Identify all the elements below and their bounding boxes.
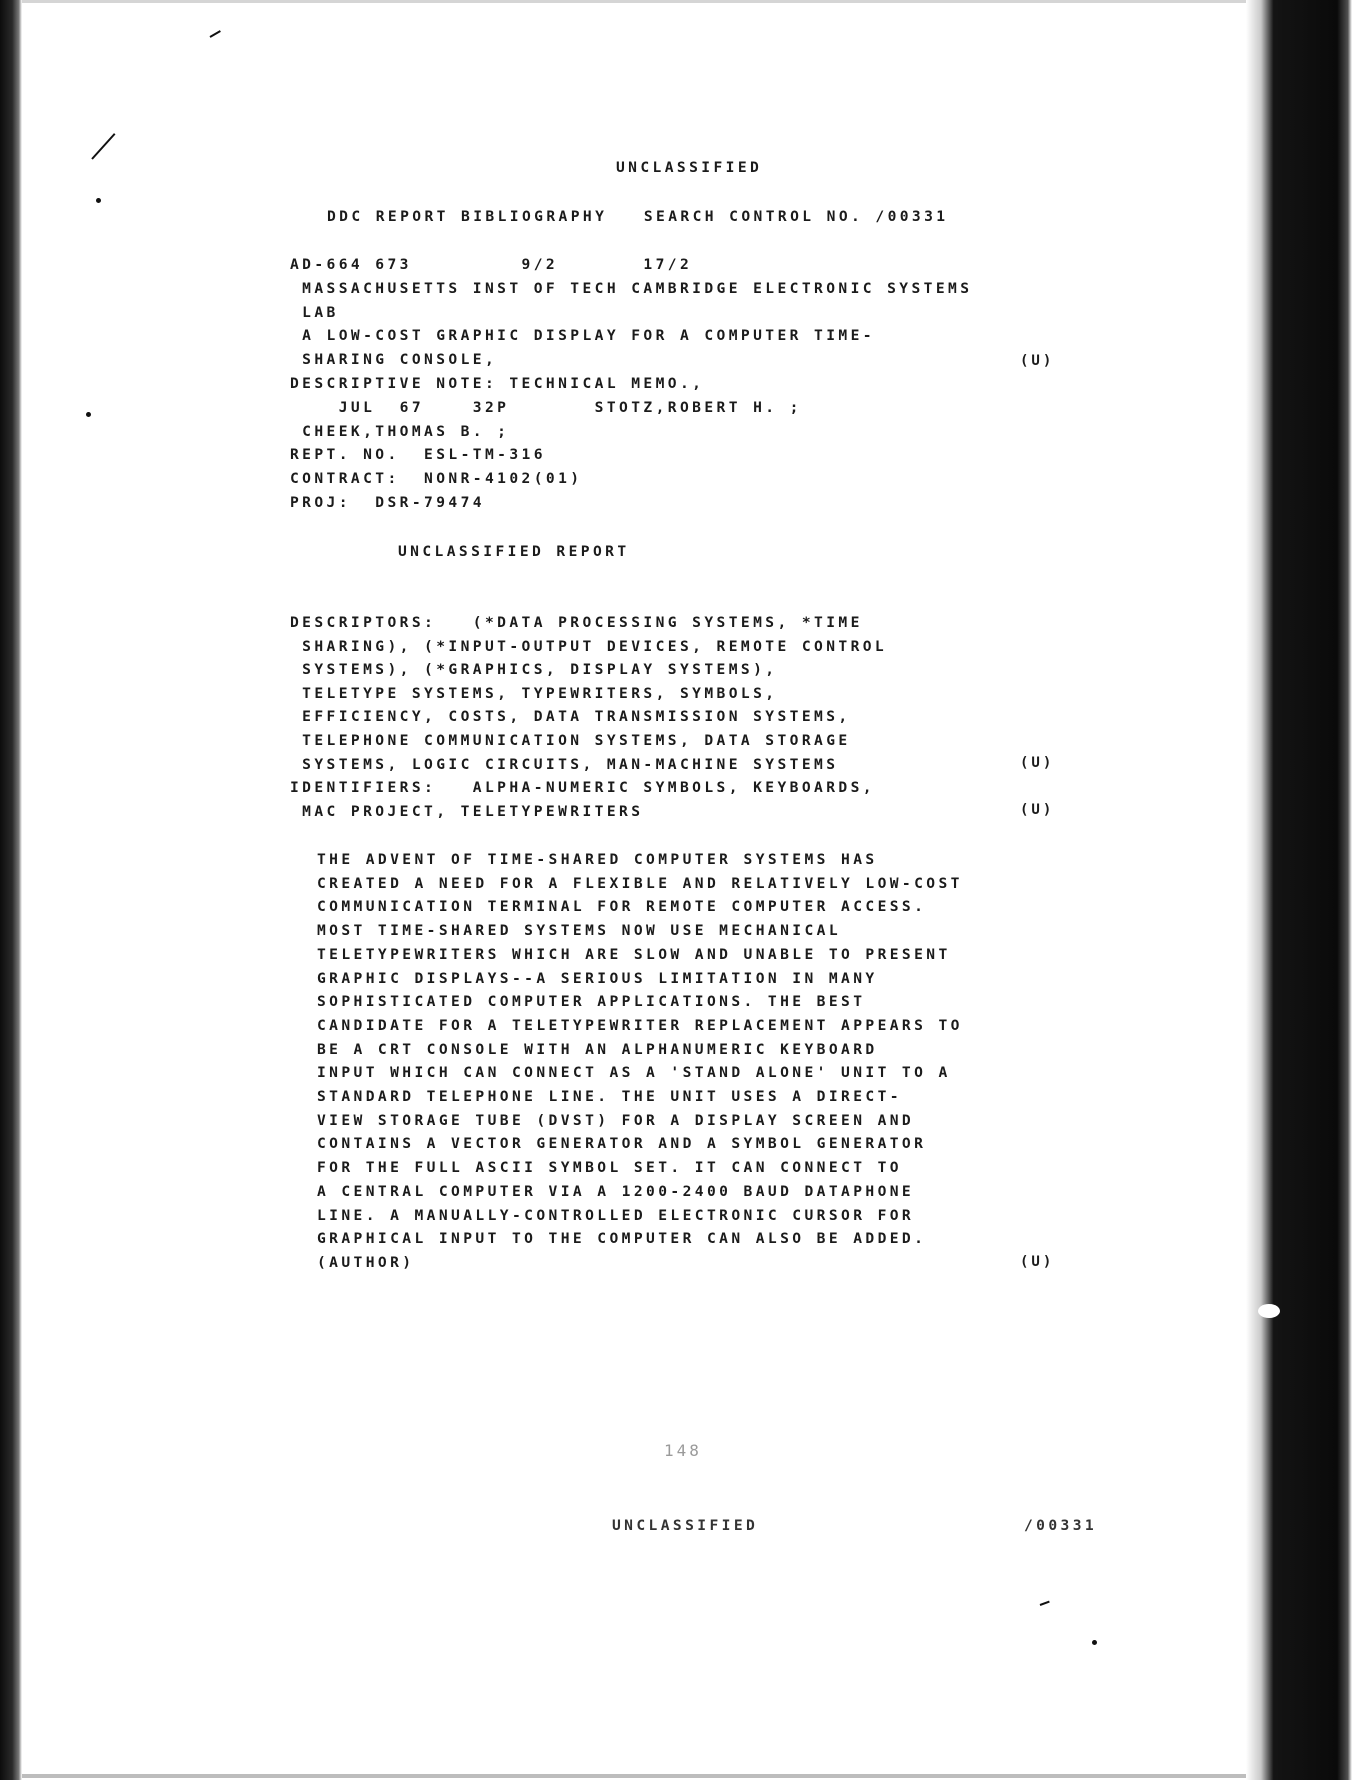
descriptors-classification-marker: (U) [1020,755,1055,771]
abstract-line: A CENTRAL COMPUTER VIA A 1200-2400 BAUD DATAPHONE [317,1182,915,1200]
abstract-line: TELETYPEWRITERS WHICH ARE SLOW AND UNABLE TO PRESENT [317,945,951,963]
descriptors-line: SYSTEMS), (*GRAPHICS, DISPLAY SYSTEMS), [290,661,778,679]
abstract-line: CONTAINS A VECTOR GENERATOR AND A SYMBOL GENERATOR [317,1135,927,1153]
scan-pen-mark [210,30,221,38]
abstract-line: CANDIDATE FOR A TELETYPEWRITER REPLACEMENT APPEARS TO [317,1016,963,1034]
scan-border-left [0,0,22,1780]
abstract-line: (AUTHOR) [317,1253,415,1271]
citation-line: DESCRIPTIVE NOTE: TECHNICAL MEMO., [290,375,705,392]
abstract-line: VIEW STORAGE TUBE (DVST) FOR A DISPLAY SCREEN AND [317,1111,915,1129]
report-classification: UNCLASSIFIED REPORT [398,543,630,560]
classification-top: UNCLASSIFIED [616,159,763,176]
citation-line: MASSACHUSETTS INST OF TECH CAMBRIDGE ELECTRONIC SYSTEMS [290,279,973,297]
descriptors-line: TELETYPE SYSTEMS, TYPEWRITERS, SYMBOLS, [290,684,778,702]
descriptors-line: SHARING), (*INPUT-OUTPUT DEVICES, REMOTE CONTROL [290,637,888,655]
scan-speck [1092,1640,1097,1645]
abstract-line: MOST TIME-SHARED SYSTEMS NOW USE MECHANICAL [317,922,842,940]
citation-line: SHARING CONSOLE, [290,351,498,369]
identifiers-classification-marker: (U) [1020,802,1055,818]
scan-border-bottom [22,1774,1246,1778]
abstract-line: INPUT WHICH CAN CONNECT AS A 'STAND ALONE' UNIT TO A [317,1064,951,1082]
citation-line: LAB [290,303,339,321]
abstract-line: LINE. A MANUALLY-CONTROLLED ELECTRONIC CURSOR FOR [317,1206,915,1224]
identifiers-line: MAC PROJECT, TELETYPEWRITERS [290,802,644,820]
abstract-line: SOPHISTICATED COMPUTER APPLICATIONS. THE BEST [317,993,866,1011]
bibliography-header: DDC REPORT BIBLIOGRAPHY SEARCH CONTROL NO. /00331 [327,208,949,225]
abstract-line: STANDARD TELEPHONE LINE. THE UNIT USES A DIRECT- [317,1088,902,1105]
abstract-line: GRAPHICAL INPUT TO THE COMPUTER CAN ALSO BE ADDED. [317,1230,927,1248]
abstract-line: CREATED A NEED FOR A FLEXIBLE AND RELATIVELY LOW-COST [317,874,963,892]
descriptors-line: EFFICIENCY, COSTS, DATA TRANSMISSION SYSTEMS, [290,708,851,726]
descriptors-line: SYSTEMS, LOGIC CIRCUITS, MAN-MACHINE SYSTEMS [290,755,839,773]
descriptors-line: TELEPHONE COMMUNICATION SYSTEMS, DATA STORAGE [290,732,851,749]
citation-line: CHEEK,THOMAS B. ; [290,422,510,440]
citation-line: PROJ: DSR-79474 [290,494,485,511]
abstract-line: GRAPHIC DISPLAYS--A SERIOUS LIMITATION IN MANY [317,969,878,987]
citation-classification-marker: (U) [1020,353,1055,369]
scan-speck [86,412,91,417]
scan-pen-mark [91,133,115,160]
scan-pen-mark [1040,1601,1050,1606]
page-number: 148 [664,1441,702,1460]
scan-border-right [1246,0,1352,1780]
citation-line: AD-664 673 9/2 17/2 [290,256,693,273]
classification-bottom: UNCLASSIFIED [612,1517,759,1534]
citation-line: REPT. NO. ESL-TM-316 [290,446,546,464]
abstract-line: BE A CRT CONSOLE WITH AN ALPHANUMERIC KEYBOARD [317,1040,878,1058]
descriptors-line: DESCRIPTORS: (*DATA PROCESSING SYSTEMS, *TIME [290,614,863,631]
scan-blot [1258,1304,1280,1318]
identifiers-line: IDENTIFIERS: ALPHA-NUMERIC SYMBOLS, KEYBOARDS, [290,779,875,797]
citation-line: JUL 67 32P STOTZ,ROBERT H. ; [290,398,802,416]
abstract-classification-marker: (U) [1020,1254,1055,1270]
scan-speck [96,198,101,203]
abstract-line: FOR THE FULL ASCII SYMBOL SET. IT CAN CONNECT TO [317,1159,902,1177]
scan-border-top [22,0,1246,3]
abstract-line: THE ADVENT OF TIME-SHARED COMPUTER SYSTEMS HAS [317,851,878,868]
citation-line: A LOW-COST GRAPHIC DISPLAY FOR A COMPUTER TIME- [290,327,875,345]
control-number: /00331 [1024,1517,1098,1534]
abstract-line: COMMUNICATION TERMINAL FOR REMOTE COMPUTER ACCESS. [317,898,927,916]
citation-line: CONTRACT: NONR-4102(01) [290,470,583,488]
